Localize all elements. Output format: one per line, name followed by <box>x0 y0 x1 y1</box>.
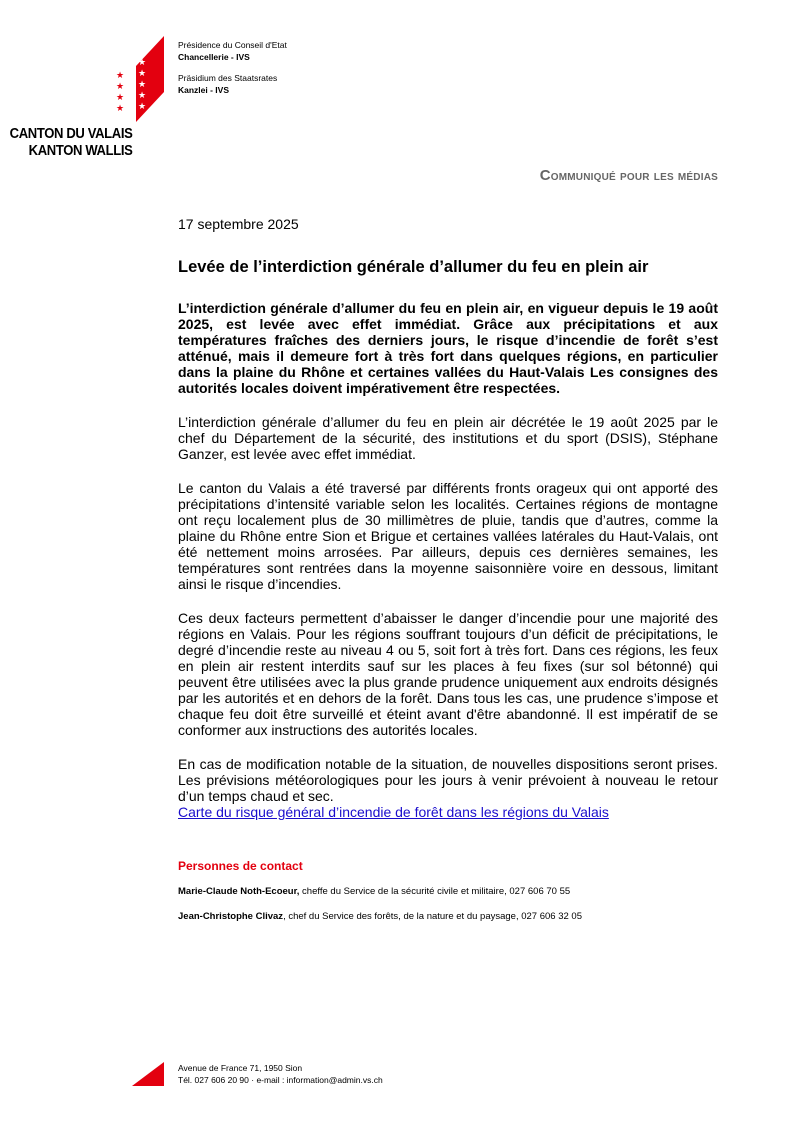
department-fr: Présidence du Conseil d'Etat <box>178 40 287 50</box>
canton-valais-logo <box>108 36 164 122</box>
body-paragraph: L’interdiction générale d’allumer du feu en plein air décrétée le 19 août 2025 par le chef du Département de la sécurité, des institutions et du sport (DSIS), Stéphane Ganzer, est levée avec effet immédiat. <box>178 414 718 462</box>
svg-text:★: ★ <box>116 93 125 103</box>
canton-name <box>9 126 132 160</box>
press-release-body <box>178 216 718 923</box>
letterhead-department <box>178 39 287 96</box>
svg-text:★: ★ <box>116 71 125 81</box>
body-paragraph: Le canton du Valais a été traversé par différents fronts orageux qui ont apporté des précipitations d’intensité variable selon les localités. Certaines régions de montagne ont reçu localement plus de 30 millimètres de pluie, tandis que d’autres, comme la plaine du Rhône entre Sion et Brigue et certaines vallées latérales du Haut-Valais, ont été nettement moins arrosées. Par ailleurs, depuis ces dernières semaines, les températures sont rentrées dans la moyenne saisonnière voire en dessous, limitant ainsi le risque d’incendies. <box>178 480 718 592</box>
footer-address <box>178 1062 383 1086</box>
footer-logo-mark <box>132 1062 164 1086</box>
svg-text:★: ★ <box>138 102 147 112</box>
canton-name-de: KANTON WALLIS <box>28 143 132 159</box>
svg-text:★: ★ <box>116 82 125 92</box>
contact-name: Marie-Claude Noth-Ecoeur, <box>178 886 300 897</box>
svg-text:★: ★ <box>138 80 147 90</box>
contact-role: cheffe du Service de la sécurité civile et militaire, 027 606 70 55 <box>299 886 571 897</box>
body-paragraph: Ces deux facteurs permettent d’abaisser le danger d’incendie pour une majorité des régions en Valais. Pour les régions souffrant toujours d’un déficit de précipitations, le degré d’incendie reste au niveau 4 ou 5, soit fort à très fort. Dans ces régions, les feux en plein air restent interdits sauf sur les places à feu fixes (sur sol bétonné) qui peuvent être utilisées avec la plus grande prudence uniquement aux endroits désignés par les autorités et en dehors de la forêt. Dans tous les cas, une prudence s’impose et chaque feu doit être surveillé et éteint avant d'être abandonné. Il est impératif de se conformer aux instructions des autorités locales. <box>178 610 718 738</box>
document-type-initial: C <box>539 167 551 184</box>
contact-person <box>178 886 718 898</box>
contact-name: Jean-Christophe Clivaz <box>178 911 284 922</box>
footer-contact: Tél. 027 606 20 90 · e-mail : information@admin.vs.ch <box>178 1075 383 1085</box>
contact-role: , chef du Service des forêts, de la nature et du paysage, 027 606 32 05 <box>283 911 582 922</box>
contacts-heading: Personnes de contact <box>178 859 303 873</box>
lead-paragraph: L’interdiction générale d’allumer du feu en plein air, en vigueur depuis le 19 août 2025, est levée avec effet immédiat. Grâce aux précipitations et aux températures fraîches des derniers jours, le risque d’incendie de forêt s’est atténué, mais il demeure fort à très fort dans quelques régions, en particulier dans la plaine du Rhône et certaines vallées du Haut-Valais Les consignes des autorités locales doivent impérativement être respectées. <box>178 300 718 396</box>
publication-date: 17 septembre 2025 <box>178 216 299 232</box>
fire-risk-map-link[interactable]: Carte du risque général d’incendie de forêt dans les régions du Valais <box>178 804 609 820</box>
svg-text:★: ★ <box>138 69 147 79</box>
document-type <box>540 167 718 184</box>
chancellery-fr: Chancellerie - IVS <box>178 52 250 62</box>
body-paragraph: En cas de modification notable de la situation, de nouvelles dispositions seront prises. Les prévisions météorologiques pour les jours à venir prévoient à nouveau le retour d’un temps chaud et sec. <box>178 756 718 804</box>
chancellery-de: Kanzlei - IVS <box>178 85 230 95</box>
canton-name-fr: CANTON DU VALAIS <box>9 126 132 142</box>
footer-street: Avenue de France 71, 1950 Sion <box>178 1063 303 1073</box>
department-de: Präsidium des Staatsrates <box>178 73 278 83</box>
document-type-rest: ommuniqué pour les médias <box>550 167 718 183</box>
svg-text:★: ★ <box>138 91 147 101</box>
press-release-title: Levée de l’interdiction générale d’allumer du feu en plein air <box>178 258 649 276</box>
svg-text:★: ★ <box>116 104 125 114</box>
svg-text:★: ★ <box>138 58 147 68</box>
contact-person <box>178 911 718 923</box>
